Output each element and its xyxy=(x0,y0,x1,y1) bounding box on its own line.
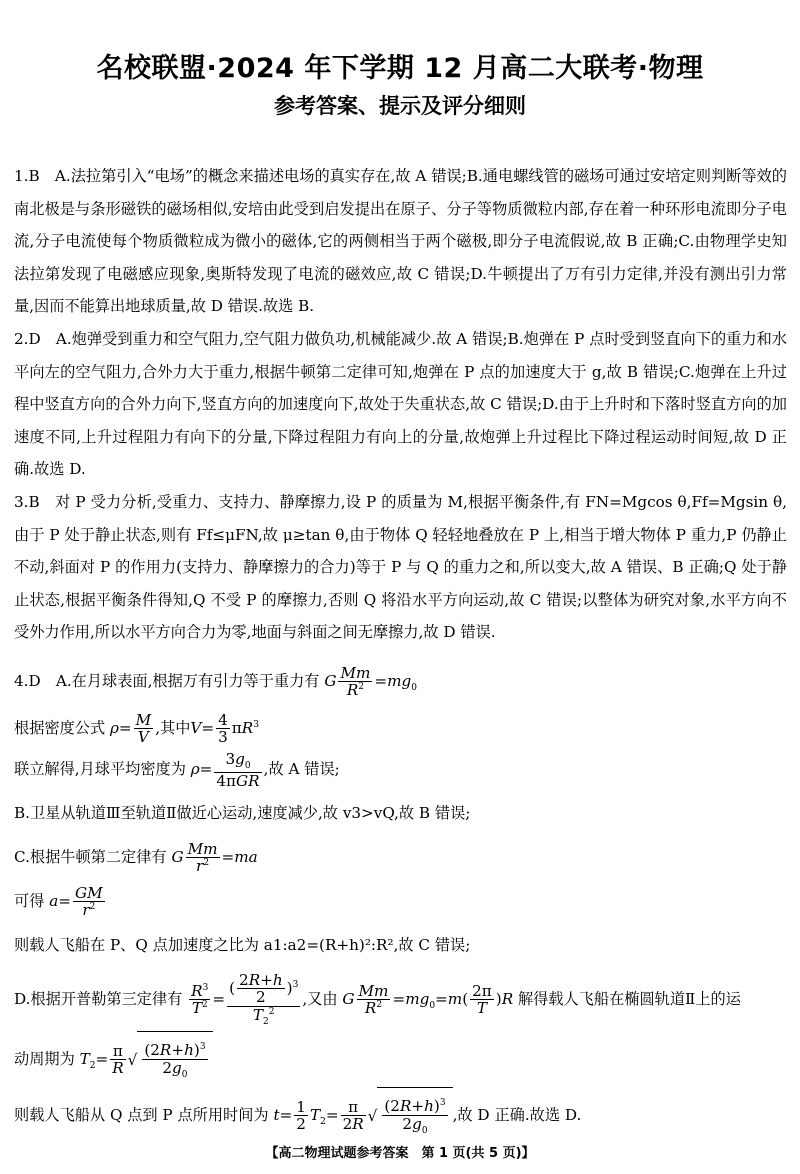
page-title: 名校联盟·2024 年下学期 12 月高二大联考·物理 xyxy=(96,53,704,84)
answer-1: 1.B A.法拉第引入“电场”的概念来描述电场的真实存在,故 A 错误;B.通电螺线管的磁场可通过安培定则判断等效的南北极是与条形磁铁的磁场相似,安培由此受到启发提出在原子、分子等物质微粒内部,存在着一种环形电流即分子电流,分子电流使每个物质微粒成为微小的磁体,它的两侧相当于两个磁极,即分子电流假说,故 B 正确;C.由物理学史知法拉第发现了电磁感应现象,奥斯特发现了电流的磁效应,故 C 错误;D.牛顿提出了万有引力定律,并没有测出引力常量,因而不能算出地球质量,故 D 错误.故选 B. xyxy=(14,167,787,316)
answer-4-text-3b: ,故 A 错误; xyxy=(263,759,340,778)
answer-4-text-5: C.根据牛顿第二定律有 xyxy=(14,847,167,866)
answer-4-line-1: 4.D A.在月球表面,根据万有引力等于重力有 G $\frac{Mm}{R^2}$ $=mg_0$ xyxy=(14,663,417,700)
answer-4-text-10: 则载人飞船从 Q 点到 P 点所用时间为 xyxy=(14,1105,269,1124)
answer-4-line-4: B.卫星从轨道Ⅲ至轨道Ⅱ做近心运动,速度减少,故 v3>vQ,故 B 错误; xyxy=(14,803,471,822)
answer-4-text-8c: 解得载人飞船在椭圆轨道Ⅱ上的运 xyxy=(517,989,741,1008)
page-subtitle: 参考答案、提示及评分细则 xyxy=(274,94,526,118)
answer-4-line-9: 动周期为 $T_2=$ $\frac{\pi}{R}$ √ $\frac{(2R+h)^3}{2g_0}$ xyxy=(14,1031,787,1087)
answer-4-text-2b: ,其中 xyxy=(155,718,191,737)
answer-4-line-7: 则载人飞船在 P、Q 点加速度之比为 a1:a2=(R+h)²:R²,故 C 错误; xyxy=(14,935,471,954)
answer-4-text-10b: ,故 D 正确.故选 D. xyxy=(452,1105,582,1124)
answer-4 xyxy=(14,659,787,1143)
answer-4-text-9: 动周期为 xyxy=(14,1049,75,1068)
answer-4-line-8: D.根据开普勒第三定律有 $\frac{R^3}{T^2}$ = ( $\frac{2R+h}{2}$ )$^3$ $T_2^2$ ,又由 G $\frac{Mm}{R^2}$ $=mg_0=m$( $\frac{2\pi}{T}$ )R 解得载人飞船在椭圆轨道Ⅱ上的运 xyxy=(14,970,741,1028)
answer-4-line-2: 根据密度公式 ρ= $\frac{M}{V}$ ,其中V= $\frac{4}{3}$ $\pi R^3$ xyxy=(14,710,259,747)
answer-4-text-8b: ,又由 xyxy=(302,989,338,1008)
answer-2: 2.D A.炮弹受到重力和空气阻力,空气阻力做负功,机械能减少.故 A 错误;B.炮弹在 P 点时受到竖直向下的重力和水平向左的空气阻力,合外力大于重力,根据牛顿第二定律可知,炮弹在 P 点的加速度大于 g,故 B 错误;C.炮弹在上升过程中竖直方向的合外力向下,竖直方向的加速度向下,故处于失重状态,故 C 错误;D.由于上升时和下落时竖直方向的加速度不同,上升过程阻力有向下的分量,下降过程阻力有向上的分量,故炮弹上升过程比下降过程运动时间短,故 D 正确.故选 D. xyxy=(14,329,787,479)
answer-4-text-8: D.根据开普勒第三定律有 xyxy=(14,989,183,1008)
answer-4-line-6: 可得 a= $\frac{GM}{r^2}$ xyxy=(14,883,103,920)
page-footer: 【高二物理试题参考答案 第 1 页(共 5 页)】 xyxy=(265,1146,535,1161)
answer-3: 3.B 对 P 受力分析,受重力、支持力、静摩擦力,设 P 的质量为 M,根据平衡条件,有 FN=Mgcos θ,Ff=Mgsin θ,由于 P 处于静止状态,则有 Ff≤μFN,故 μ≥tan θ,由于物体 Q 轻轻地叠放在 P 上,相当于增大物体 P 重力,P 仍静止不动,斜面对 P 的作用力(支持力、静摩擦力的合力)等于 P 与 Q 的重力之和,所以变大,故 A 错误、B 正确;Q 处于静止状态,根据平衡条件得知,Q 不受 P 的摩擦力,否则 Q 将沿水平方向运动,故 C 错误;以整体为研究对象,水平方向不受外力作用,所以水平方向合力为零,地面与斜面之间无摩擦力,故 D 错误. xyxy=(14,492,787,642)
answer-4-text-6: 可得 xyxy=(14,891,45,910)
answer-4-text-3: 联立解得,月球平均密度为 xyxy=(14,759,186,778)
answer-4-line-5: C.根据牛顿第二定律有 G $\frac{Mm}{r^2}$ =ma xyxy=(14,839,258,876)
answer-body xyxy=(14,160,787,1143)
answer-4-line-10: 则载人飞船从 Q 点到 P 点所用时间为 t= $\frac{1}{2}$ $T_2=$ $\frac{\pi}{2R}$ √ $\frac{(2R+h)^3}{2g_0}$ ,故 D 正确.故选 D. xyxy=(14,1087,787,1143)
answer-4-line-3: 联立解得,月球平均密度为 ρ= $\frac{3g_0}{\text{4πGR}}$ ,故 A 错误; xyxy=(14,749,340,790)
answer-4-text-2: 根据密度公式 xyxy=(14,718,106,737)
answer-4-text-1: 4.D A.在月球表面,根据万有引力等于重力有 xyxy=(14,671,320,690)
